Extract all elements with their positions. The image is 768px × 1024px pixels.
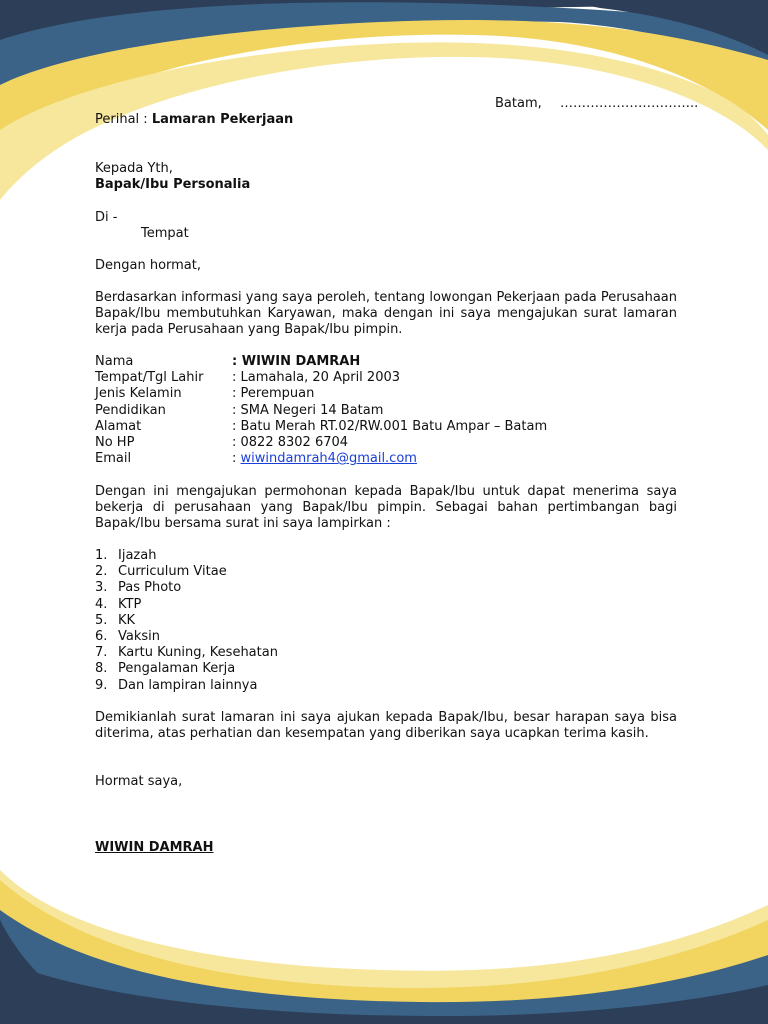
detail-value: : WIWIN DAMRAH xyxy=(232,354,360,370)
list-number: 5. xyxy=(95,612,108,628)
email-value xyxy=(232,451,417,467)
detail-label: No HP xyxy=(95,434,135,450)
list-text: Pengalaman Kerja xyxy=(118,661,236,677)
list-item xyxy=(95,645,278,661)
place: Tempat xyxy=(141,226,189,241)
to-line: Kepada Yth, xyxy=(95,161,173,176)
detail-value: : 0822 8302 6704 xyxy=(232,435,348,451)
list-text: KK xyxy=(118,612,136,628)
email-link[interactable]: wiwindamrah4@gmail.com xyxy=(240,451,417,467)
applicant-details xyxy=(95,354,677,467)
detail-row xyxy=(95,403,677,419)
detail-label: Tempat/Tgl Lahir xyxy=(95,370,204,386)
list-text: Vaksin xyxy=(118,628,161,644)
detail-row xyxy=(95,370,677,386)
detail-label: Jenis Kelamin xyxy=(95,386,182,402)
list-number: 4. xyxy=(95,596,108,612)
list-item xyxy=(95,613,278,629)
subject-text: Lamaran Pekerjaan xyxy=(151,112,294,127)
place-prefix: Di - xyxy=(95,210,118,225)
detail-row xyxy=(95,451,677,467)
list-item xyxy=(95,661,278,677)
list-item xyxy=(95,629,278,645)
list-number: 7. xyxy=(95,645,108,661)
detail-label: Alamat xyxy=(95,418,142,434)
list-text: Kartu Kuning, Kesehatan xyxy=(118,645,278,661)
detail-row xyxy=(95,435,677,451)
list-item xyxy=(95,678,278,694)
date-city: Batam, xyxy=(495,96,542,111)
date-line xyxy=(495,96,768,112)
list-item xyxy=(95,564,278,580)
detail-value: : SMA Negeri 14 Batam xyxy=(232,403,383,419)
list-number: 2. xyxy=(95,564,108,580)
detail-label: Email xyxy=(95,451,132,467)
intro-paragraph: Berdasarkan informasi yang saya peroleh, tentang lowongan Pekerjaan pada Perusahaan Bapak/Ibu membutuhkan Karyawan, maka dengan ini saya mengajukan surat lamaran kerja pada Perusahaan yang Bapak/Ibu pimpin. xyxy=(95,290,677,338)
detail-row xyxy=(95,419,677,435)
closing-paragraph: Demikianlah surat lamaran ini saya ajukan kepada Bapak/Ibu, besar harapan saya bisa diterima, atas perhatian dan kesempatan yang diberikan saya ucapkan terima kasih. xyxy=(95,710,677,742)
detail-row xyxy=(95,354,677,370)
attachment-list xyxy=(95,548,278,694)
list-number: 8. xyxy=(95,661,108,677)
detail-value: : Batu Merah RT.02/RW.001 Batu Ampar – Batam xyxy=(232,419,547,435)
list-number: 1. xyxy=(95,548,108,563)
list-text: Pas Photo xyxy=(118,580,182,596)
detail-row xyxy=(95,386,677,402)
subject-line xyxy=(95,112,293,128)
list-item xyxy=(95,597,278,613)
regards: Hormat saya, xyxy=(95,774,183,789)
subject-label: Perihal : xyxy=(95,112,148,127)
recipient: Bapak/Ibu Personalia xyxy=(95,177,251,192)
list-number: 9. xyxy=(95,677,108,693)
list-item xyxy=(95,548,278,564)
list-text: Ijazah xyxy=(118,548,157,563)
list-text: KTP xyxy=(118,596,142,612)
list-text: Curriculum Vitae xyxy=(118,564,227,580)
request-paragraph: Dengan ini mengajukan permohonan kepada Bapak/Ibu untuk dapat menerima saya bekerja di perusahaan yang Bapak/Ibu pimpin. Sebagai bahan pertimbangan bagi Bapak/Ibu bersama surat ini saya lampirkan : xyxy=(95,484,677,532)
greeting: Dengan hormat, xyxy=(95,258,202,273)
detail-value: : Lamahala, 20 April 2003 xyxy=(232,370,400,386)
date-placeholder: ………………………….. xyxy=(560,96,699,111)
detail-label: Nama xyxy=(95,354,134,369)
list-number: 3. xyxy=(95,580,108,596)
signature-name: WIWIN DAMRAH xyxy=(95,840,214,855)
list-number: 6. xyxy=(95,628,108,644)
list-item xyxy=(95,580,278,596)
list-text: Dan lampiran lainnya xyxy=(118,677,258,693)
detail-label: Pendidikan xyxy=(95,402,166,418)
detail-value: : Perempuan xyxy=(232,386,314,402)
